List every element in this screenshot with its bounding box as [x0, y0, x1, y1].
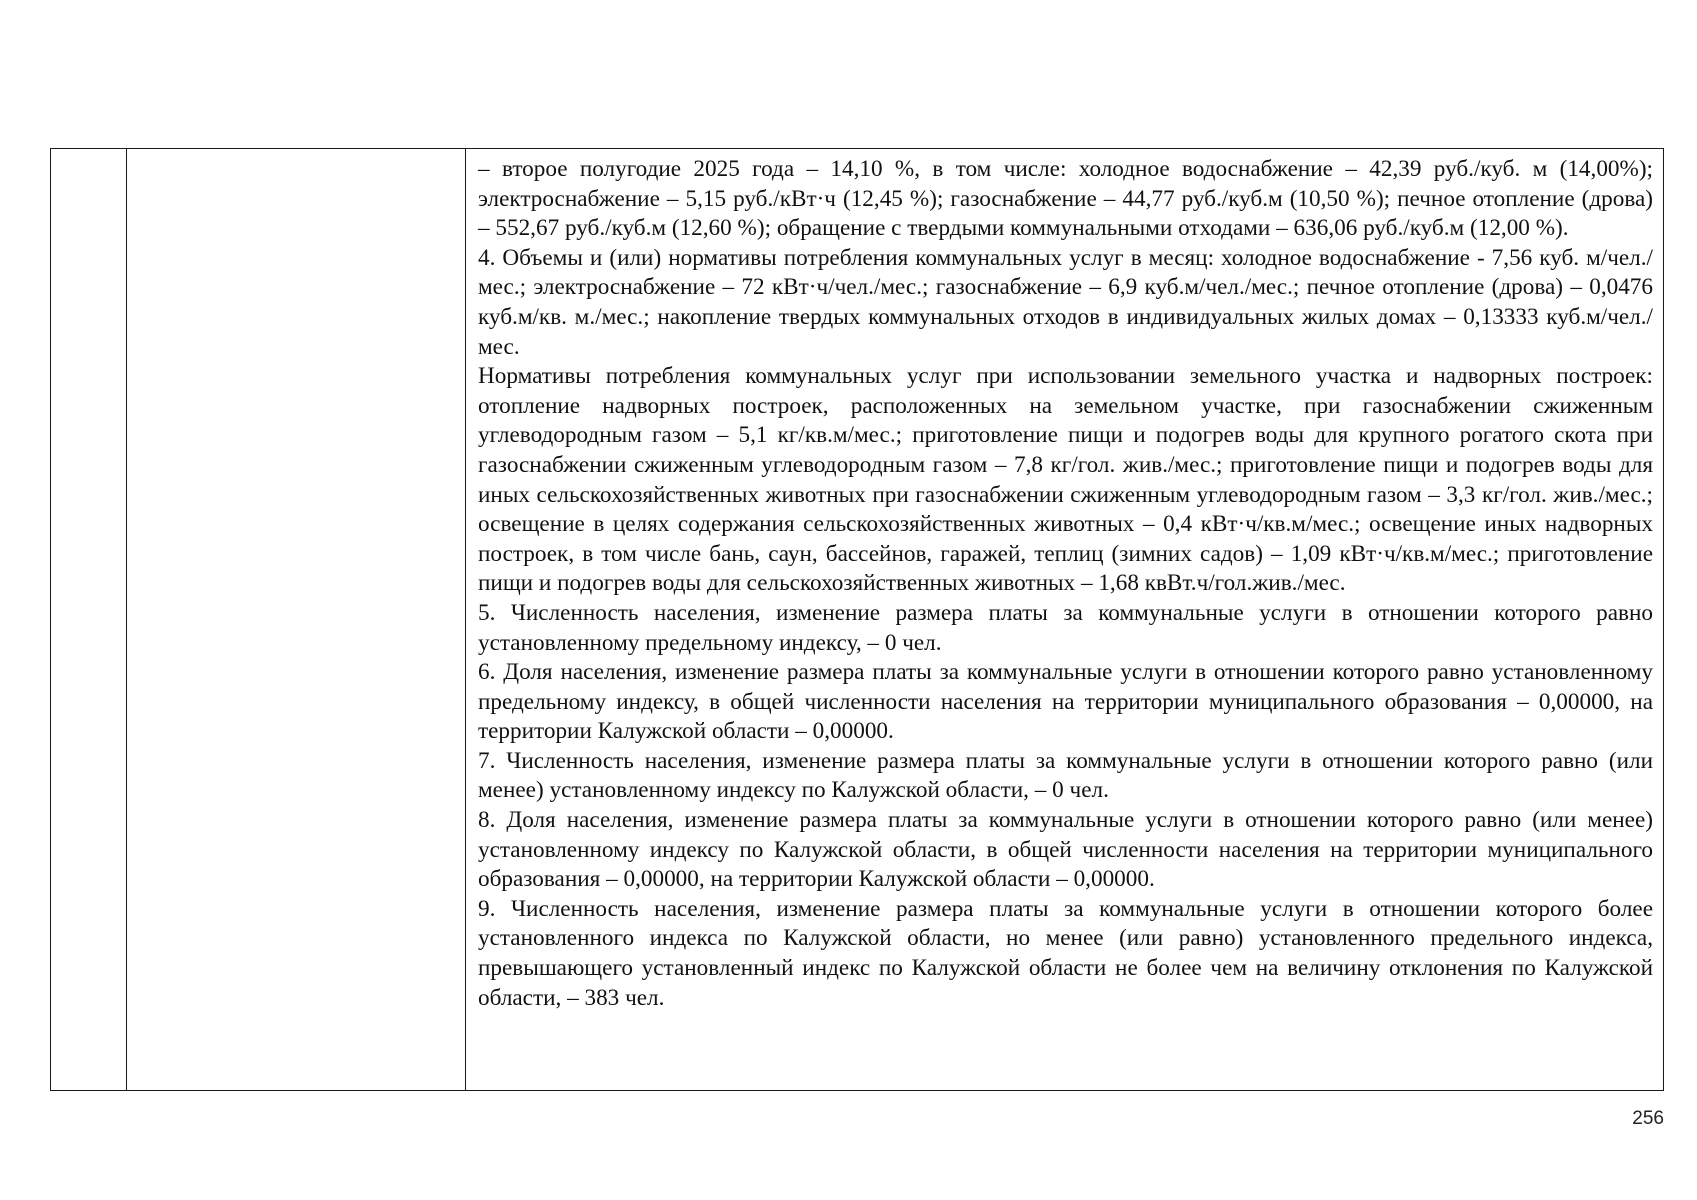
table-column-name	[127, 149, 466, 1090]
paragraph-item-4: 4. Объемы и (или) нормативы потребления коммунальных услуг в месяц: холодное водоснабжение - 7,56 куб. м/чел./мес.; электроснабжение – 72 кВт·ч/чел./мес.; газоснабжение – 6,9 куб.м/чел./мес.; печное отопление (дрова) – 0,0476 куб.м/кв. м./мес.; накопление твердых коммунальных отходов в индивидуальных жилых домах – 0,13333 куб.м/чел./мес.	[478, 244, 1653, 360]
table-column-content	[466, 149, 1663, 1090]
paragraph-item-8: 8. Доля населения, изменение размера платы за коммунальные услуги в отношении которого равно (или менее) установленному индексу по Калужской области, в общей численности населения на территории муниципального образования – 0,00000, на территории Калужской области – 0,00000.	[478, 807, 1653, 893]
document-table	[50, 148, 1664, 1091]
paragraph-item-5: 5. Численность населения, изменение размера платы за коммунальные услуги в отношении которого равно установленному предельному индексу, – 0 чел.	[478, 599, 1653, 656]
page-number: 256	[1632, 1108, 1664, 1129]
paragraph-item-9: 9. Численность населения, изменение размера платы за коммунальные услуги в отношении которого более установленного индекса по Калужской области, но менее (или равно) установленного предельного индекса, превышающего установленный индекс по Калужской области не более чем на величину отклонения по Калужской области, – 383 чел.	[478, 895, 1653, 1011]
table-column-number	[51, 149, 127, 1090]
paragraph-second-half-2025: – второе полугодие 2025 года – 14,10 %, в том числе: холодное водоснабжение – 42,39 руб./куб. м (14,00%); электроснабжение – 5,15 руб./кВт·ч (12,45 %); газоснабжение – 44,77 руб./куб.м (10,50 %); печное отопление (дрова) – 552,67 руб./куб.м (12,60 %); обращение с твердыми коммунальными отходами – 636,06 руб./куб.м (12,00 %).	[478, 156, 1653, 242]
paragraph-land-norms: Нормативы потребления коммунальных услуг при использовании земельного участка и надворных построек: отопление надворных построек, расположенных на земельном участке, при газоснабжении сжиженным углеводородным газом – 5,1 кг/кв.м/мес.; приготовление пищи и подогрев воды для крупного рогатого скота при газоснабжении сжиженным углеводородным газом – 7,8 кг/гол. жив./мес.; приготовление пищи и подогрев воды для иных сельскохозяйственных животных при газоснабжении сжиженным углеводородным газом – 3,3 кг/гол. жив./мес.; освещение в целях содержания сельскохозяйственных животных – 0,4 кВт·ч/кв.м/мес.; освещение иных надворных построек, в том числе бань, саун, бассейнов, гаражей, теплиц (зимних садов) – 1,09 кВт·ч/кв.м/мес.; приготовление пищи и подогрев воды для сельскохозяйственных животных – 1,68 квВт.ч/гол.жив./мес.	[478, 363, 1653, 597]
paragraph-item-6: 6. Доля населения, изменение размера платы за коммунальные услуги в отношении которого равно установленному предельному индексу, в общей численности населения на территории муниципального образования – 0,00000, на территории Калужской области – 0,00000.	[478, 659, 1653, 745]
paragraph-item-7: 7. Численность населения, изменение размера платы за коммунальные услуги в отношении которого равно (или менее) установленному индексу по Калужской области, – 0 чел.	[478, 747, 1653, 804]
